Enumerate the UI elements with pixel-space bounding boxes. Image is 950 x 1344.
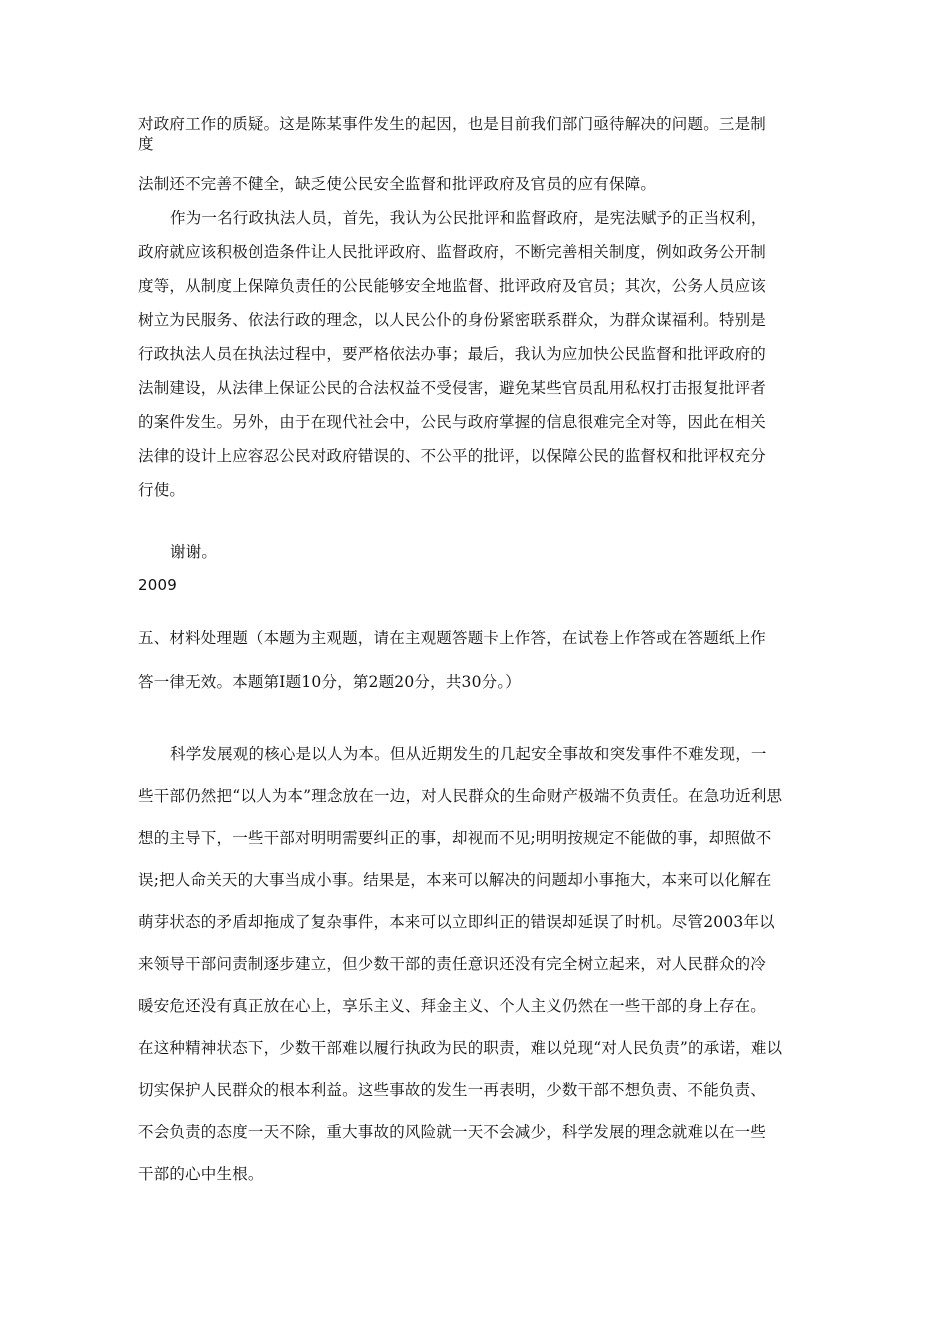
paragraph-line: 法律的设计上应容忍公民对政府错误的、不公平的批评，以保障公民的监督权和批评权充分: [138, 447, 767, 465]
paragraph-line: 切实保护人民群众的根本利益。这些事故的发生一再表明，少数干部不想负责、不能负责、: [138, 1081, 767, 1099]
paragraph-line: 些干部仍然把“以人为本”理念放在一边，对人民群众的生命财产极端不负责任。在急功近利思: [138, 787, 783, 805]
paragraph-line: 行使。: [138, 481, 186, 499]
paragraph-line: 来领导干部问责制逐步建立，但少数干部的责任意识还没有完全树立起来，对人民群众的冷: [138, 955, 767, 973]
paragraph-line: 法制还不完善不健全，缺乏使公民安全监督和批评政府及官员的应有保障。: [138, 175, 657, 193]
section-heading: 五、材料处理题（本题为主观题，请在主观题答题卡上作答，在试卷上作答或在答题纸上作: [138, 629, 767, 647]
paragraph-line: 政府就应该积极创造条件让人民批评政府、监督政府，不断完善相关制度，例如政务公开制: [138, 243, 767, 261]
paragraph-line: 萌芽状态的矛盾却拖成了复杂事件，本来可以立即纠正的错误却延误了时机。尽管2003年以: [138, 913, 775, 931]
paragraph-line: 对政府工作的质疑。这是陈某事件发生的起因，也是目前我们部门亟待解决的问题。三是制: [138, 115, 767, 133]
paragraph-line: 行政执法人员在执法过程中，要严格依法办事；最后，我认为应加快公民监督和批评政府的: [138, 345, 767, 363]
paragraph-line: 干部的心中生根。: [138, 1165, 264, 1183]
closing-thanks: 谢谢。: [170, 543, 218, 561]
paragraph-line: 法制建设，从法律上保证公民的合法权益不受侵害，避免某些官员乱用私权打击报复批评者: [138, 379, 767, 397]
paragraph-line: 误;把人命关天的大事当成小事。结果是，本来可以解决的问题却小事拖大，本来可以化解在: [138, 871, 772, 889]
paragraph-line: 树立为民服务、依法行政的理念，以人民公仆的身份紧密联系群众，为群众谋福利。特别是: [138, 311, 767, 329]
paragraph-line: 作为一名行政执法人员，首先，我认为公民批评和监督政府，是宪法赋予的正当权利，: [170, 209, 767, 227]
paragraph-line: 度等，从制度上保障负责任的公民能够安全地监督、批评政府及官员；其次，公务人员应该: [138, 277, 767, 295]
paragraph-line: 度: [138, 135, 154, 153]
paragraph-line: 科学发展观的核心是以人为本。但从近期发生的几起安全事故和突发事件不难发现，一: [170, 745, 767, 763]
section-heading-cont: 答一律无效。本题第Ⅰ题10分，第2题20分，共30分。）: [138, 673, 522, 691]
year-heading: 2009: [138, 576, 177, 594]
paragraph-line: 想的主导下，一些干部对明明需要纠正的事，却视而不见;明明按规定不能做的事，却照做不: [138, 829, 772, 847]
paragraph-line: 在这种精神状态下，少数干部难以履行执政为民的职责，难以兑现“对人民负责”的承诺，难以: [138, 1039, 783, 1057]
paragraph-line: 的案件发生。另外，由于在现代社会中，公民与政府掌握的信息很难完全对等，因此在相关: [138, 413, 767, 431]
paragraph-line: 不会负责的态度一天不除，重大事故的风险就一天不会减少，科学发展的理念就难以在一些: [138, 1123, 767, 1141]
paragraph-line: 暖安危还没有真正放在心上，享乐主义、拜金主义、个人主义仍然在一些干部的身上存在。: [138, 997, 767, 1015]
